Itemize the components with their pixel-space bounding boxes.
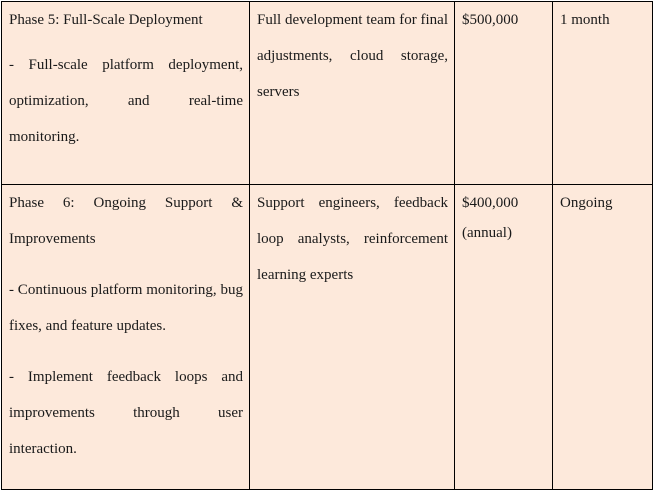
- phase-detail: - Full-scale platform deployment, optimization, and real-time monitoring.: [9, 57, 243, 145]
- phase-title: Phase 6: Ongoing Support & Improvements: [9, 195, 243, 247]
- duration-value: 1 month: [560, 12, 610, 28]
- table-row: [2, 185, 653, 490]
- phase-cell: [2, 185, 250, 490]
- phase-title: Phase 5: Full-Scale Deployment: [9, 12, 203, 28]
- duration-cell: [553, 185, 653, 490]
- resources-cell: [250, 2, 455, 185]
- cost-cell: [455, 2, 553, 185]
- resources-cell: [250, 185, 455, 490]
- cost-value: $500,000: [462, 12, 519, 28]
- cost-note: (annual): [462, 225, 512, 241]
- project-phase-table: [1, 1, 653, 490]
- phase-detail: - Continuous platform monitoring, bug fixes, and feature updates.: [9, 282, 243, 334]
- table-row: [2, 2, 653, 185]
- duration-value: Ongoing: [560, 195, 613, 211]
- cost-value: $400,000: [462, 195, 519, 211]
- phase-cell: [2, 2, 250, 185]
- cost-cell: [455, 185, 553, 490]
- resources-text: Support engineers, feedback loop analysts, reinforcement learning experts: [257, 195, 448, 283]
- resources-text: Full development team for final adjustments, cloud storage, servers: [257, 12, 448, 100]
- duration-cell: [553, 2, 653, 185]
- phase-detail: - Implement feedback loops and improvements through user interaction.: [9, 369, 243, 457]
